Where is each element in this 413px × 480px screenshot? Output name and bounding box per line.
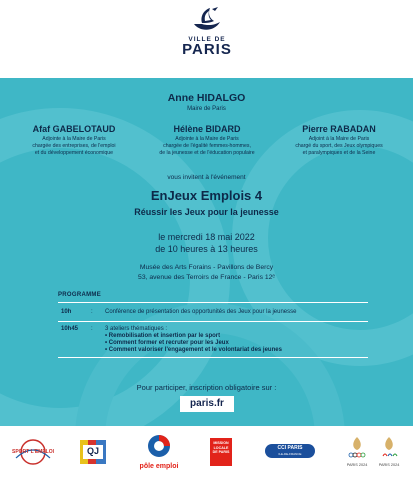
paris-fr-link[interactable]: paris.fr bbox=[180, 396, 234, 412]
mission-locale-logo[interactable] bbox=[210, 438, 232, 466]
deputy-name: Hélène BIDARD bbox=[173, 124, 241, 134]
role-line: Adjoint à la Maire de Paris bbox=[308, 136, 370, 142]
role-line: chargée des entreprises, de l'emploi bbox=[32, 143, 116, 149]
registration-text: Pour participer, inscription obligatoire sur : bbox=[136, 383, 277, 392]
pole-emploi-label: pôle emploi bbox=[139, 463, 179, 470]
role-line: chargée de l'égalité femmes-hommes, bbox=[163, 143, 251, 149]
paris-2024-paralympic-logo[interactable] bbox=[376, 436, 402, 470]
deputy-role bbox=[10, 136, 138, 157]
workshop-item: • Comment valoriser l'engagement et le volontariat des jeunes bbox=[105, 347, 282, 353]
partner-logos bbox=[0, 426, 413, 480]
programme-time: 10h45 bbox=[61, 326, 79, 332]
paris-2024-paralympic-label: PARIS 2024 bbox=[378, 463, 400, 467]
host-role: Maire de Paris bbox=[187, 106, 226, 112]
programme-sep: : bbox=[91, 326, 93, 332]
programme-time: 10h bbox=[61, 309, 72, 315]
pole-emploi-logo[interactable] bbox=[136, 434, 182, 470]
cci-sub-label: ILE-DE-FRANCE bbox=[278, 452, 302, 456]
role-line: chargé du sport, des Jeux olympiques bbox=[295, 143, 383, 149]
logo-line2: PARIS bbox=[182, 41, 232, 58]
ville-de-paris-logo[interactable] bbox=[176, 6, 238, 72]
invite-text: vous invitent à l'événement bbox=[167, 174, 246, 181]
qj-label: QJ bbox=[86, 446, 99, 456]
cci-label: CCI PARIS bbox=[277, 445, 303, 451]
programme-desc: Conférence de présentation des opportunités des Jeux pour la jeunesse bbox=[105, 309, 297, 315]
pole-emploi-icon bbox=[146, 434, 172, 458]
qj-logo[interactable] bbox=[80, 440, 106, 464]
role-line: Adjointe à la Maire de Paris bbox=[175, 136, 239, 142]
invitation-panel bbox=[0, 78, 413, 426]
programme bbox=[58, 292, 368, 358]
programme-divider bbox=[58, 357, 368, 358]
programme-title: PROGRAMME bbox=[58, 292, 102, 298]
sport-emploi-label: SPORT L'EMPLOI bbox=[11, 449, 55, 455]
host-name: Anne HIDALGO bbox=[167, 92, 246, 104]
workshop-item: • Comment former et recruter pour les Jeux bbox=[105, 340, 229, 346]
programme-desc: 3 ateliers thématiques : bbox=[105, 326, 168, 332]
event-title: EnJeux Emplois 4 bbox=[150, 188, 263, 203]
mission-locale-label: MISSION LOCALE DE PARIS bbox=[212, 441, 230, 455]
paris-2024-label: PARIS 2024 bbox=[346, 463, 368, 467]
role-line: et du développement économique bbox=[34, 150, 114, 156]
programme-divider bbox=[58, 302, 368, 303]
deputy-gabelotaud bbox=[10, 124, 138, 157]
workshop-item: • Remobilisation et insertion par le sport bbox=[105, 333, 221, 339]
deputy-rabadan bbox=[274, 124, 404, 157]
role-line: de la jeunesse et de l'éducation populaire bbox=[159, 150, 255, 156]
event-subtitle: Réussir les Jeux pour la jeunesse bbox=[134, 207, 279, 217]
deputy-name: Pierre RABADAN bbox=[302, 124, 376, 134]
paris-ship-icon bbox=[190, 6, 224, 36]
programme-item bbox=[58, 309, 368, 319]
event-address: 53, avenue des Terroirs de France - Paris 12ᵉ bbox=[138, 274, 275, 281]
role-line: et paralympiques et de la Seine bbox=[302, 150, 376, 156]
event-date: le mercredi 18 mai 2022 bbox=[158, 232, 255, 242]
deputy-name: Afaf GABELOTAUD bbox=[32, 124, 116, 134]
logo-line1: VILLE DE bbox=[188, 36, 226, 43]
sport-emploi-logo[interactable] bbox=[8, 438, 58, 466]
event-venue: Musée des Arts Forains - Pavillons de Bercy bbox=[139, 264, 274, 271]
role-line: Adjointe à la Maire de Paris bbox=[42, 136, 106, 142]
paris-2024-olympic-logo[interactable] bbox=[345, 436, 369, 470]
deputy-role bbox=[274, 136, 404, 157]
header bbox=[0, 0, 413, 78]
cci-paris-logo[interactable] bbox=[265, 444, 315, 458]
event-hours: de 10 heures à 13 heures bbox=[155, 244, 258, 254]
programme-divider bbox=[58, 321, 368, 322]
deputy-role bbox=[142, 136, 272, 157]
deputy-bidard bbox=[142, 124, 272, 157]
paralympic-agitos-icon bbox=[380, 436, 398, 458]
paris-2024-flame-icon bbox=[348, 436, 366, 458]
programme-sep: : bbox=[91, 309, 93, 315]
